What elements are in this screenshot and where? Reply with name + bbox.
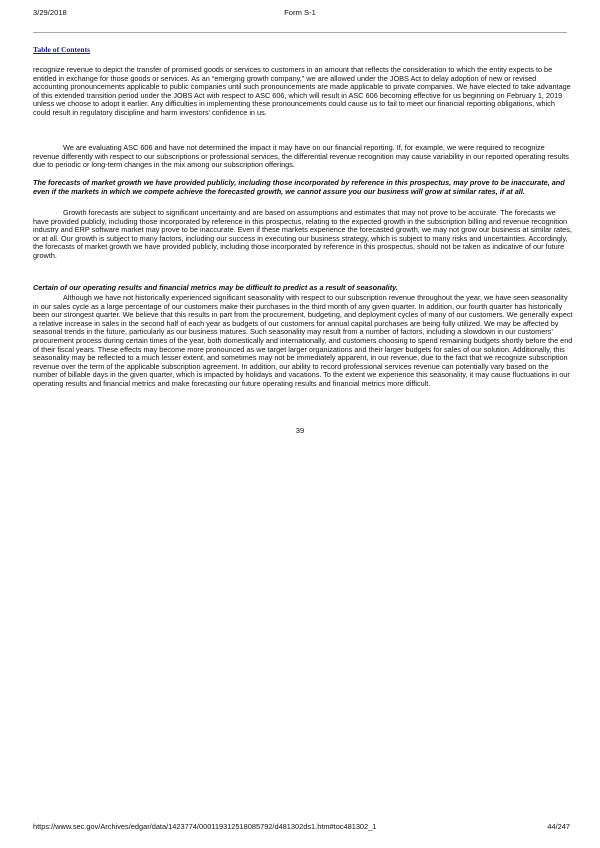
footer-url: https://www.sec.gov/Archives/edgar/data/1423774/000119312518085792/d481302ds1.htm#toc481302_1 [33, 822, 377, 831]
footer-page-count: 44/247 [547, 822, 570, 831]
header-divider [33, 32, 567, 33]
paragraph-asc606-evaluation: We are evaluating ASC 606 and have not determined the impact it may have on our financial reporting. If, for example, we were required to recognize revenue differently with respect to our subscriptions or professional services, the differential revenue recognition may cause variability in our reported operating results due to periodic or long-term changes in the mix among our subscription offerings. [33, 143, 569, 170]
paragraph-asc606-adoption: recognize revenue to depict the transfer of promised goods or services to customers in an amount that reflects the consideration to which the entity expects to be entitled in exchange for those goods or services. As an “emerging growth company,” we are allowed under the JOBS Act to delay adoption of new or revised accounting pronouncements applicable to public companies until such pronouncements are made applicable to private companies. We have elected to take advantage of this extended transition period under the JOBS Act with respect to ASC 606, which will result in ASC 606 becoming effective for us beginning on February 1, 2019 unless we choose to adopt it earlier. Any difficulties in implementing these pronouncements could cause us to fail to meet our financial reporting obligations, which could result in regulatory discipline and harm investors’ confidence in us. [33, 65, 571, 117]
risk-heading-seasonality: Certain of our operating results and financial metrics may be difficult to predict as a result of seasonality. [33, 283, 398, 292]
paragraph-growth-forecasts: Growth forecasts are subject to significant uncertainty and are based on assumptions and estimates that may not prove to be accurate. The forecasts we have provided publicly, including those incorporated by reference in this prospectus, relating to the expected growth in the subscription billing and revenue recognition industry and ERP software market may prove to be inaccurate. Even if these markets experience the forecasted growth, we may not grow our business at similar rates, or at all. Our growth is subject to many factors, including our success in executing our business strategy, which is subject to many risks and uncertainties. Accordingly, the forecasts of market growth we have provided publicly, including those incorporated by reference in this prospectus, should not be taken as indicative of our future growth. [33, 208, 572, 260]
table-of-contents-link[interactable]: Table of Contents [33, 45, 91, 54]
paragraph-seasonality: Although we have not historically experienced significant seasonality with respect to our subscription revenue throughout the year, we have seen seasonality in our sales cycle as a large percentage of our customers make their purchases in the third month of any given quarter. In addition, our fourth quarter has historically been our strongest quarter. We believe that this results in part from the procurement, budgeting, and deployment cycles of many of our customers. We generally expect a relative increase in sales in the second half of each year as budgets of our customers for annual capital purchases are being fully utilized. We may be affected by seasonal trends in the future, particularly as our business matures. Such seasonality may result from a number of factors, including a slowdown in our customers’ procurement process during certain times of the year, both domestically and internationally, and customers choosing to spend remaining budgets shortly before the end of their fiscal years. These effects may become more pronounced as we target larger organizations and their larger budgets for sales of our solution. Additionally, this seasonality may be reflected to a much lesser extent, and sometimes may not be immediately apparent, in our revenue, due to the fact that we recognize subscription revenue over the term of the applicable subscription agreement. In addition, our ability to record professional services revenue can potentially vary based on the number of billable days in the given quarter, which is impacted by holidays and vacations. To the extent we experience this seasonality, it may cause fluctuations in our operating results and financial metrics and make forecasting our future operating results and financial metrics more difficult. [33, 293, 573, 388]
page-number: 39 [295, 426, 305, 435]
risk-heading-market-forecasts: The forecasts of market growth we have provided publicly, including those incorporated by reference in this prospectus, may prove to be inaccurate, and even if the markets in which we compete achieve the forecasted growth, we cannot assure you our business will grow at similar rates, if at all. [33, 178, 565, 196]
header-date: 3/29/2018 [33, 8, 67, 17]
header-title: Form S-1 [284, 8, 316, 17]
